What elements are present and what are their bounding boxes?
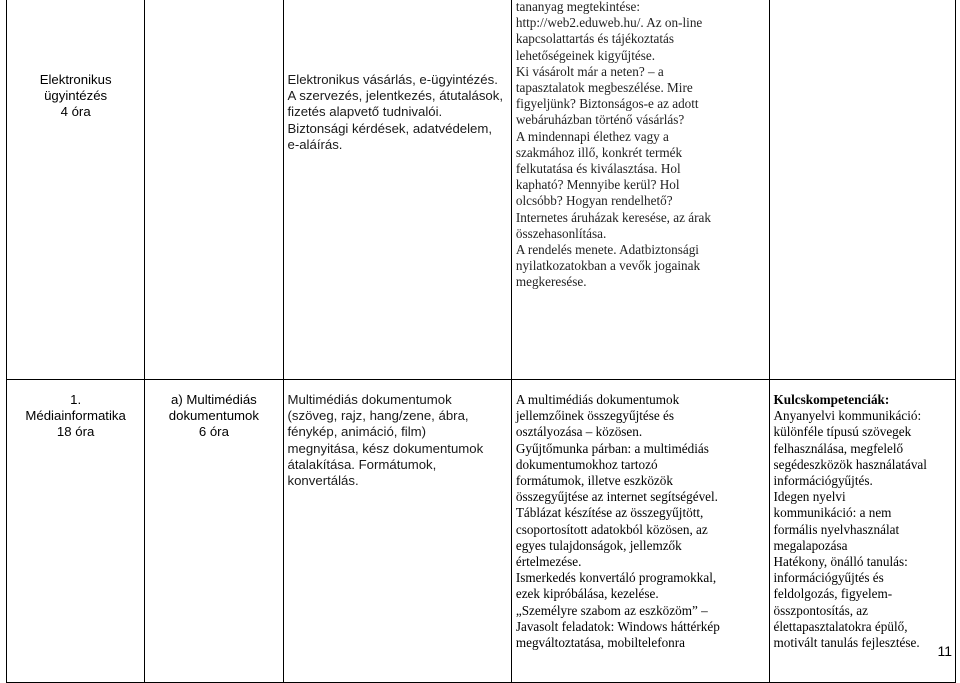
activity-line: jellemzőinek összegyűjtése és: [515, 408, 675, 424]
content-line: fizetés alapvető tudnivalói.: [287, 104, 443, 120]
activities-cell: [511, 380, 769, 683]
activity-line: webáruházban történő vásárlás?: [515, 112, 685, 128]
competency-line: összpontosítás, az: [773, 602, 869, 618]
competency-line: motivált tanulás fejlesztése.: [773, 635, 920, 651]
activity-line: tananyag megtekintése:: [515, 0, 640, 14]
competency-line: élettapasztalatokra épülő,: [773, 618, 908, 634]
content-line: megnyitása, kész dokumentumok: [287, 440, 484, 456]
subtopic-line: 6 óra: [198, 424, 229, 440]
activity-line: A rendelés menete. Adatbiztonsági: [515, 242, 699, 258]
activity-line: Táblázat készítése az összegyűjtött,: [515, 505, 704, 521]
activity-line: A mindennapi élethez vagy a: [515, 128, 669, 144]
activity-line: Javasolt feladatok: Windows háttérkép: [515, 618, 720, 634]
content-line: átalakítása. Formátumok,: [287, 456, 437, 472]
subtopic-cell: [145, 0, 283, 380]
competency-line: formális nyelvhasználat: [773, 521, 900, 537]
activity-line: osztályozása – közösen.: [515, 424, 643, 440]
content-line: (szöveg, rajz, hang/zene, ábra,: [287, 408, 469, 424]
activity-line: összegyűjtése az internet segítségével.: [515, 489, 718, 505]
competencies-cell: [769, 0, 955, 380]
content-line: e-aláírás.: [287, 136, 343, 152]
activity-line: tapasztalatok megbeszélése. Mire: [515, 80, 693, 96]
competency-line: megalapozása: [773, 537, 848, 553]
table-row: [7, 380, 956, 683]
competencies-cell: [769, 380, 955, 683]
topic-line: 18 óra: [56, 424, 95, 440]
subtopic-line: dokumentumok: [168, 408, 259, 424]
content-cell: [283, 380, 511, 683]
activity-line: „Személyre szabom az eszközöm” –: [515, 602, 708, 618]
activity-line: http://web2.eduweb.hu/. Az on-line: [515, 15, 703, 31]
competency-line: információgyűjtés.: [773, 473, 873, 489]
topic-cell: [7, 0, 145, 380]
activity-line: kapcsolattartás és tájékoztatás: [515, 31, 675, 47]
competency-line: Hatékony, önálló tanulás:: [773, 554, 908, 570]
table-row: [7, 0, 956, 380]
activity-line: dokumentumokhoz tartozó: [515, 456, 658, 472]
topic-line: 1.: [70, 392, 82, 407]
activity-line: lehetőségeinek kigyűjtése.: [515, 47, 656, 63]
activity-line: ezek kipróbálása, kezelése.: [515, 586, 659, 602]
activity-line: A multimédiás dokumentumok: [515, 392, 680, 407]
activity-line: értelmezése.: [515, 554, 582, 570]
competency-line: felhasználása, megfelelő: [773, 440, 904, 456]
activity-line: szakmához illő, konkrét termék: [515, 144, 683, 160]
activity-line: felkutatása és kiválasztása. Hol: [515, 161, 681, 177]
activities-cell: [511, 0, 769, 380]
competencies-heading: Kulcskompetenciák:: [773, 392, 890, 407]
topic-line: Elektronikus: [39, 72, 112, 87]
subtopic-cell: [145, 380, 283, 683]
activity-line: nyilatkozatokban a vevők jogainak: [515, 258, 701, 274]
activity-line: összehasonlítása.: [515, 225, 607, 241]
activity-line: megkeresése.: [515, 274, 587, 290]
competency-line: információgyűjtés és: [773, 570, 884, 586]
competency-line: segédeszközök használatával: [773, 456, 927, 472]
content-line: Multimédiás dokumentumok: [287, 392, 452, 407]
activity-line: Internetes áruházak keresése, az árak: [515, 209, 711, 225]
competency-line: feldolgozás, figyelem-: [773, 586, 893, 602]
activity-line: kapható? Mennyibe kerül? Hol: [515, 177, 680, 193]
content-cell: [283, 0, 511, 380]
content-line: A szervezés, jelentkezés, átutalások,: [287, 88, 504, 104]
content-line: konvertálás.: [287, 473, 359, 489]
subtopic-line: a) Multimédiás: [171, 392, 257, 407]
content-line: Biztonsági kérdések, adatvédelem,: [287, 120, 493, 136]
activity-line: egyes tulajdonságok, jellemzők: [515, 537, 682, 553]
activity-line: csoportosított adatokból közösen, az: [515, 521, 708, 537]
topic-line: ügyintézés: [44, 88, 108, 104]
competency-line: kommunikáció: a nem: [773, 505, 892, 521]
activity-line: formátumok, illetve eszközök: [515, 473, 673, 489]
activity-line: figyeljünk? Biztonságos-e az adott: [515, 96, 699, 112]
topic-line: Médiainformatika: [25, 408, 126, 424]
activity-line: megváltoztatása, mobiltelefonra: [515, 635, 686, 651]
content-line: Elektronikus vásárlás, e-ügyintézés.: [287, 72, 498, 87]
activity-line: Ki vásárolt már a neten? – a: [515, 63, 664, 79]
curriculum-table: [6, 0, 956, 683]
activity-line: olcsóbb? Hogyan rendelhető?: [515, 193, 673, 209]
activity-line: Ismerkedés konvertáló programokkal,: [515, 570, 717, 586]
competency-line: különféle típusú szövegek: [773, 424, 912, 440]
topic-cell: [7, 380, 145, 683]
activity-line: Gyűjtőmunka párban: a multimédiás: [515, 440, 709, 456]
competency-line: Idegen nyelvi: [773, 489, 846, 505]
competency-line: Anyanyelvi kommunikáció:: [773, 408, 922, 424]
content-line: fénykép, animáció, film): [287, 424, 427, 440]
page-number: 11: [937, 643, 952, 659]
topic-line: 4 óra: [60, 104, 91, 120]
